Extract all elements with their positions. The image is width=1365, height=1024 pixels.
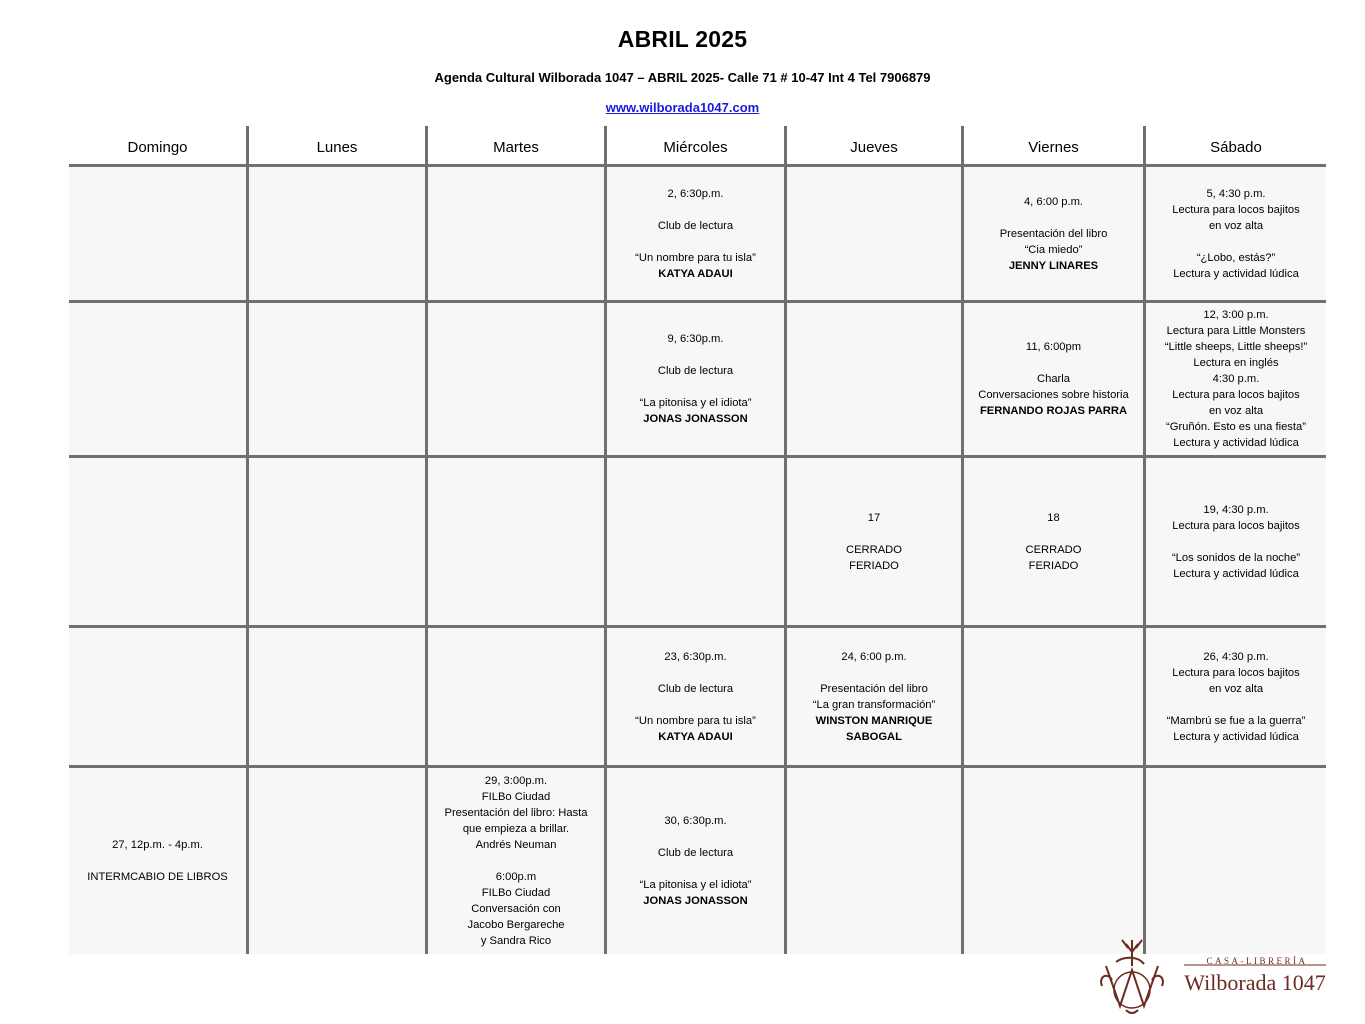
event-line: “Un nombre para tu isla” <box>635 714 756 727</box>
calendar-cell <box>69 303 249 458</box>
event-line: CERRADO <box>1025 543 1082 556</box>
event-author: JONAS JONASSON <box>643 413 748 425</box>
event-line: “Little sheeps, Little sheeps!” <box>1164 341 1308 353</box>
calendar-cell <box>428 768 607 954</box>
event-line: Andrés Neuman <box>475 839 557 851</box>
event-line: “¿Lobo, estás?” <box>1196 251 1276 264</box>
event-line: Presentación del libro <box>820 682 928 695</box>
event-line: “La gran transformación” <box>812 698 936 711</box>
day-header-6: Viernes <box>964 126 1146 167</box>
event-line: 18 <box>1047 511 1060 524</box>
calendar-cell <box>787 628 964 768</box>
event-line: Lectura para locos bajitos <box>1172 203 1300 216</box>
calendar-cell <box>249 458 428 628</box>
event-line: Lectura en inglés <box>1193 357 1279 369</box>
event-line: Presentación del libro: Hasta <box>444 807 588 819</box>
event-line: Conversaciones sobre historia <box>978 389 1129 401</box>
calendar-cell <box>1146 628 1326 768</box>
event-line: 19, 4:30 p.m. <box>1203 503 1269 516</box>
calendar-cell <box>69 768 249 954</box>
event-line: 11, 6:00pm <box>1025 341 1082 353</box>
calendar-cell <box>249 303 428 458</box>
calendar-cell <box>787 167 964 303</box>
calendar-cell <box>1146 458 1326 628</box>
logo-tagline: CASA-LIBRERÍA <box>1206 956 1308 966</box>
event-line: 30, 6:30p.m. <box>664 815 727 827</box>
event-line: Jacobo Bergareche <box>467 919 565 931</box>
event-line: Lectura para Little Monsters <box>1166 325 1306 337</box>
calendar-cell <box>428 628 607 768</box>
event-line: Charla <box>1037 373 1070 385</box>
calendar-cell <box>69 167 249 303</box>
page-title: ABRIL 2025 <box>617 26 748 52</box>
calendar-cell <box>69 628 249 768</box>
calendar-cell <box>1146 768 1326 954</box>
event-line: Club de lectura <box>657 365 734 377</box>
calendar-cell <box>964 768 1146 954</box>
calendar-cell <box>787 768 964 954</box>
event-author: KATYA ADAUI <box>658 267 733 280</box>
event-line: 12, 3:00 p.m. <box>1203 309 1269 321</box>
event-author: SABOGAL <box>846 730 902 743</box>
event-line: Lectura y actividad lúdica <box>1173 437 1299 449</box>
calendar-cell <box>249 167 428 303</box>
page-subtitle: Agenda Cultural Wilborada 1047 – ABRIL 2025- Calle 71 # 10-47 Int 4 Tel 7906879 <box>434 70 931 85</box>
logo-name: Wilborada 1047 <box>1184 970 1326 995</box>
day-header-7: Sábado <box>1146 126 1326 167</box>
calendar-cell <box>787 303 964 458</box>
calendar-cell <box>607 303 787 458</box>
event-line: Club de lectura <box>657 682 734 695</box>
event-line: 23, 6:30p.m. <box>664 650 727 663</box>
event-line: Lectura para locos bajitos <box>1172 666 1300 679</box>
day-header-3: Martes <box>428 126 607 167</box>
calendar-cell <box>249 768 428 954</box>
website-link[interactable]: www.wilborada1047.com <box>605 100 760 115</box>
event-line: Club de lectura <box>657 847 734 859</box>
event-line: Conversación con <box>471 903 561 915</box>
event-author: JENNY LINARES <box>1008 259 1099 272</box>
event-author: WINSTON MANRIQUE <box>815 714 933 727</box>
event-author: FERNANDO ROJAS PARRA <box>979 405 1128 417</box>
event-line: FERIADO <box>1028 559 1079 572</box>
calendar-cell <box>607 167 787 303</box>
calendar-cell <box>607 768 787 954</box>
event-line: FILBo Ciudad <box>481 887 551 899</box>
event-line: 26, 4:30 p.m. <box>1203 650 1269 663</box>
event-line: FILBo Ciudad <box>481 791 551 803</box>
event-line: FERIADO <box>849 559 899 572</box>
event-author: KATYA ADAUI <box>658 730 733 743</box>
event-line: que empieza a brillar. <box>462 823 570 835</box>
calendar-cell <box>964 303 1146 458</box>
event-line: “La pitonisa y el idiota” <box>639 879 752 891</box>
event-line: en voz alta <box>1208 682 1264 695</box>
calendar-cell <box>964 167 1146 303</box>
event-line: Lectura para locos bajitos <box>1172 519 1300 532</box>
day-header-2: Lunes <box>249 126 428 167</box>
calendar-cell <box>1146 303 1326 458</box>
day-header-5: Jueves <box>787 126 964 167</box>
calendar-cell <box>428 167 607 303</box>
event-line: 4:30 p.m. <box>1212 373 1260 385</box>
event-line: Lectura y actividad lúdica <box>1173 267 1299 280</box>
calendar-cell <box>964 628 1146 768</box>
calendar-cell <box>69 458 249 628</box>
day-header-4: Miércoles <box>607 126 787 167</box>
day-header-1: Domingo <box>69 126 249 167</box>
calendar-grid <box>69 126 1326 954</box>
event-line: Lectura y actividad lúdica <box>1173 567 1299 580</box>
event-line: 2, 6:30p.m. <box>667 187 724 200</box>
event-line: y Sandra Rico <box>480 935 552 947</box>
event-line: Lectura y actividad lúdica <box>1173 730 1299 743</box>
calendar-cell <box>607 628 787 768</box>
event-line: “Gruñón. Esto es una fiesta” <box>1166 421 1306 433</box>
event-line: en voz alta <box>1208 405 1264 417</box>
event-line: 27, 12p.m. - 4p.m. <box>112 839 203 851</box>
calendar-cell <box>428 303 607 458</box>
event-line: 5, 4:30 p.m. <box>1206 187 1266 200</box>
event-line: Lectura para locos bajitos <box>1172 389 1300 401</box>
event-line: INTERMCABIO DE LIBROS <box>87 871 228 883</box>
calendar-cell <box>964 458 1146 628</box>
calendar-cell <box>787 458 964 628</box>
event-line: CERRADO <box>846 543 902 556</box>
event-line: “Cia miedo” <box>1024 243 1083 256</box>
event-line: “Mambrú se fue a la guerra” <box>1166 714 1306 727</box>
event-line: Club de lectura <box>657 219 734 232</box>
calendar-cell <box>1146 167 1326 303</box>
event-line: 24, 6:00 p.m. <box>841 650 907 663</box>
event-line: en voz alta <box>1208 219 1264 232</box>
event-line: 6:00p.m <box>495 871 537 883</box>
event-line: 29, 3:00p.m. <box>484 775 548 787</box>
calendar-cell <box>428 458 607 628</box>
event-author: JONAS JONASSON <box>643 895 748 907</box>
event-line: “Los sonidos de la noche” <box>1171 551 1301 564</box>
event-line: 17 <box>867 511 881 524</box>
calendar-cell <box>249 628 428 768</box>
event-line: “Un nombre para tu isla” <box>635 251 756 264</box>
calendar-cell <box>607 458 787 628</box>
event-line: “La pitonisa y el idiota” <box>639 397 752 409</box>
event-line: Presentación del libro <box>999 227 1108 240</box>
event-line: 9, 6:30p.m. <box>667 333 724 345</box>
event-line: 4, 6:00 p.m. <box>1023 195 1084 208</box>
